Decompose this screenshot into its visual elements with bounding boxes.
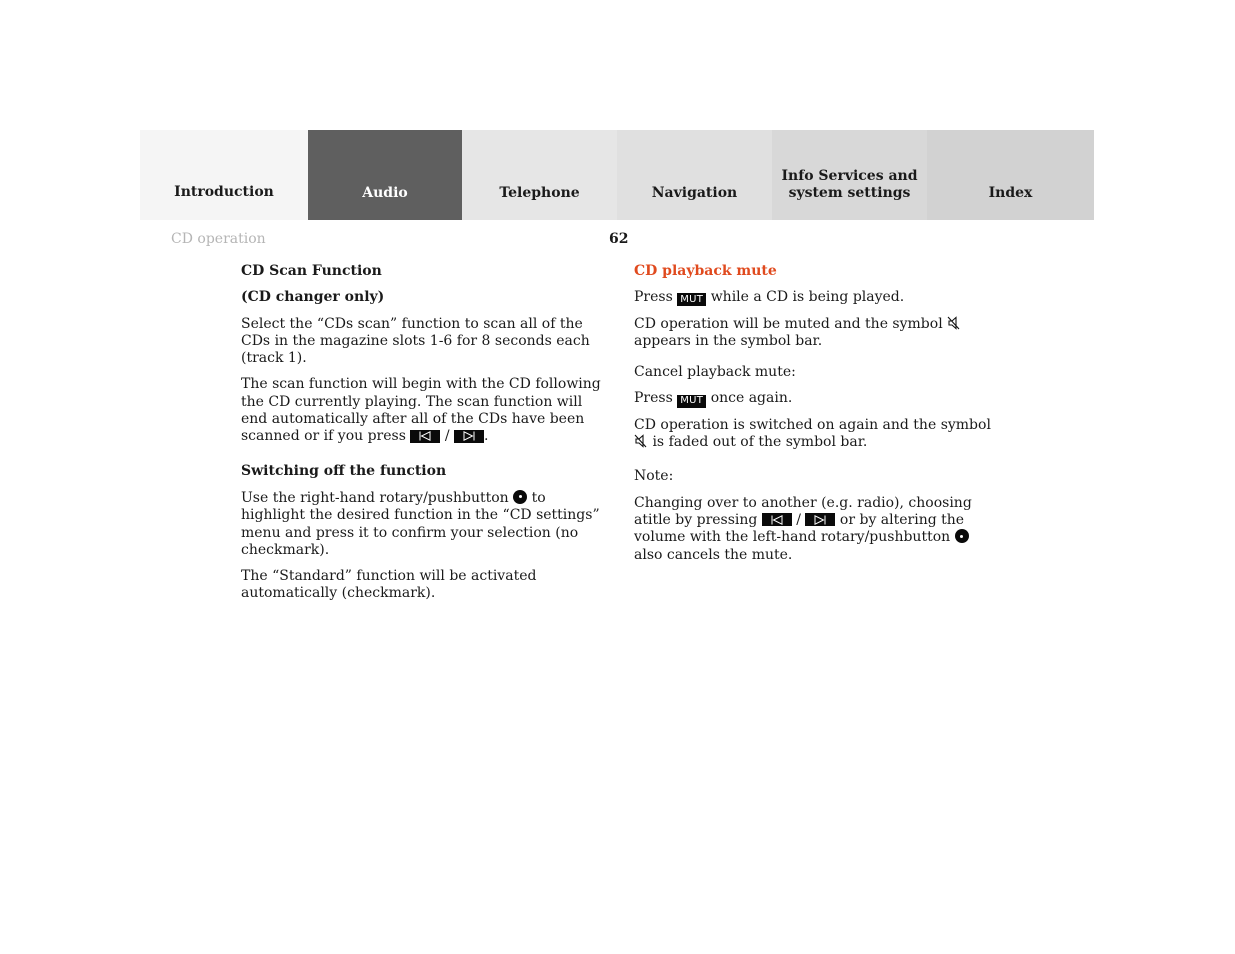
- paragraph-scan-behavior: The scan function will begin with the CD following the CD currently playing. The scan function will end automatically after all of the CDs have been scanned or if you press / .: [241, 376, 601, 445]
- heading-playback-mute: CD playback mute: [634, 263, 777, 279]
- mute-key: MUT: [677, 395, 706, 408]
- paragraph-press-mut: Press MUT while a CD is being played.: [634, 289, 905, 306]
- tab-introduction[interactable]: Introduction: [140, 130, 308, 220]
- skip-back-icon: [410, 430, 440, 443]
- speaker-mute-icon: [634, 434, 648, 448]
- rotary-knob-icon: [955, 529, 969, 543]
- tab-audio[interactable]: Audio: [308, 130, 462, 220]
- section-title: CD operation: [171, 231, 266, 247]
- paragraph-standard: The “Standard” function will be activated automatically (checkmark).: [241, 568, 537, 602]
- skip-forward-icon: [805, 513, 835, 526]
- paragraph-switch-off: Use the right-hand rotary/pushbutton to highlight the desired function in the “CD settings” menu and press it to confirm your selection (no checkmark).: [241, 489, 600, 558]
- paragraph-scan-intro: Select the “CDs scan” function to scan all of the CDs in the magazine slots 1-6 for 8 seconds each (track 1).: [241, 315, 590, 367]
- skip-forward-icon: [454, 430, 484, 443]
- tab-index[interactable]: Index: [927, 130, 1094, 220]
- note-label: Note:: [634, 468, 674, 485]
- rotary-knob-icon: [513, 490, 527, 504]
- heading-cd-scan: CD Scan Function: [241, 263, 382, 279]
- paragraph-cancel-label: Cancel playback mute:: [634, 364, 796, 381]
- mute-key: MUT: [677, 293, 706, 306]
- chapter-tabs: [140, 130, 1094, 220]
- page-number: 62: [609, 231, 629, 247]
- left-column: [241, 263, 601, 612]
- tab-navigation[interactable]: Navigation: [617, 130, 772, 220]
- right-column: [634, 263, 996, 573]
- speaker-mute-icon: [947, 316, 961, 330]
- tab-telephone[interactable]: Telephone: [462, 130, 617, 220]
- subheading-switching-off: Switching off the function: [241, 462, 447, 479]
- paragraph-press-again: Press MUT once again.: [634, 390, 793, 407]
- skip-back-icon: [762, 513, 792, 526]
- paragraph-note: Changing over to another (e.g. radio), choosing atitle by pressing / or by altering the volume with the left-hand rotary/pushbutton also cancels the mute.: [634, 494, 972, 563]
- paragraph-switched-on: CD operation is switched on again and the symbol is faded out of the symbol bar.: [634, 416, 991, 451]
- heading-cd-changer: (CD changer only): [241, 289, 385, 306]
- tab-info-services[interactable]: Info Services and system settings: [772, 130, 927, 220]
- paragraph-muted: CD operation will be muted and the symbol appears in the symbol bar.: [634, 316, 996, 351]
